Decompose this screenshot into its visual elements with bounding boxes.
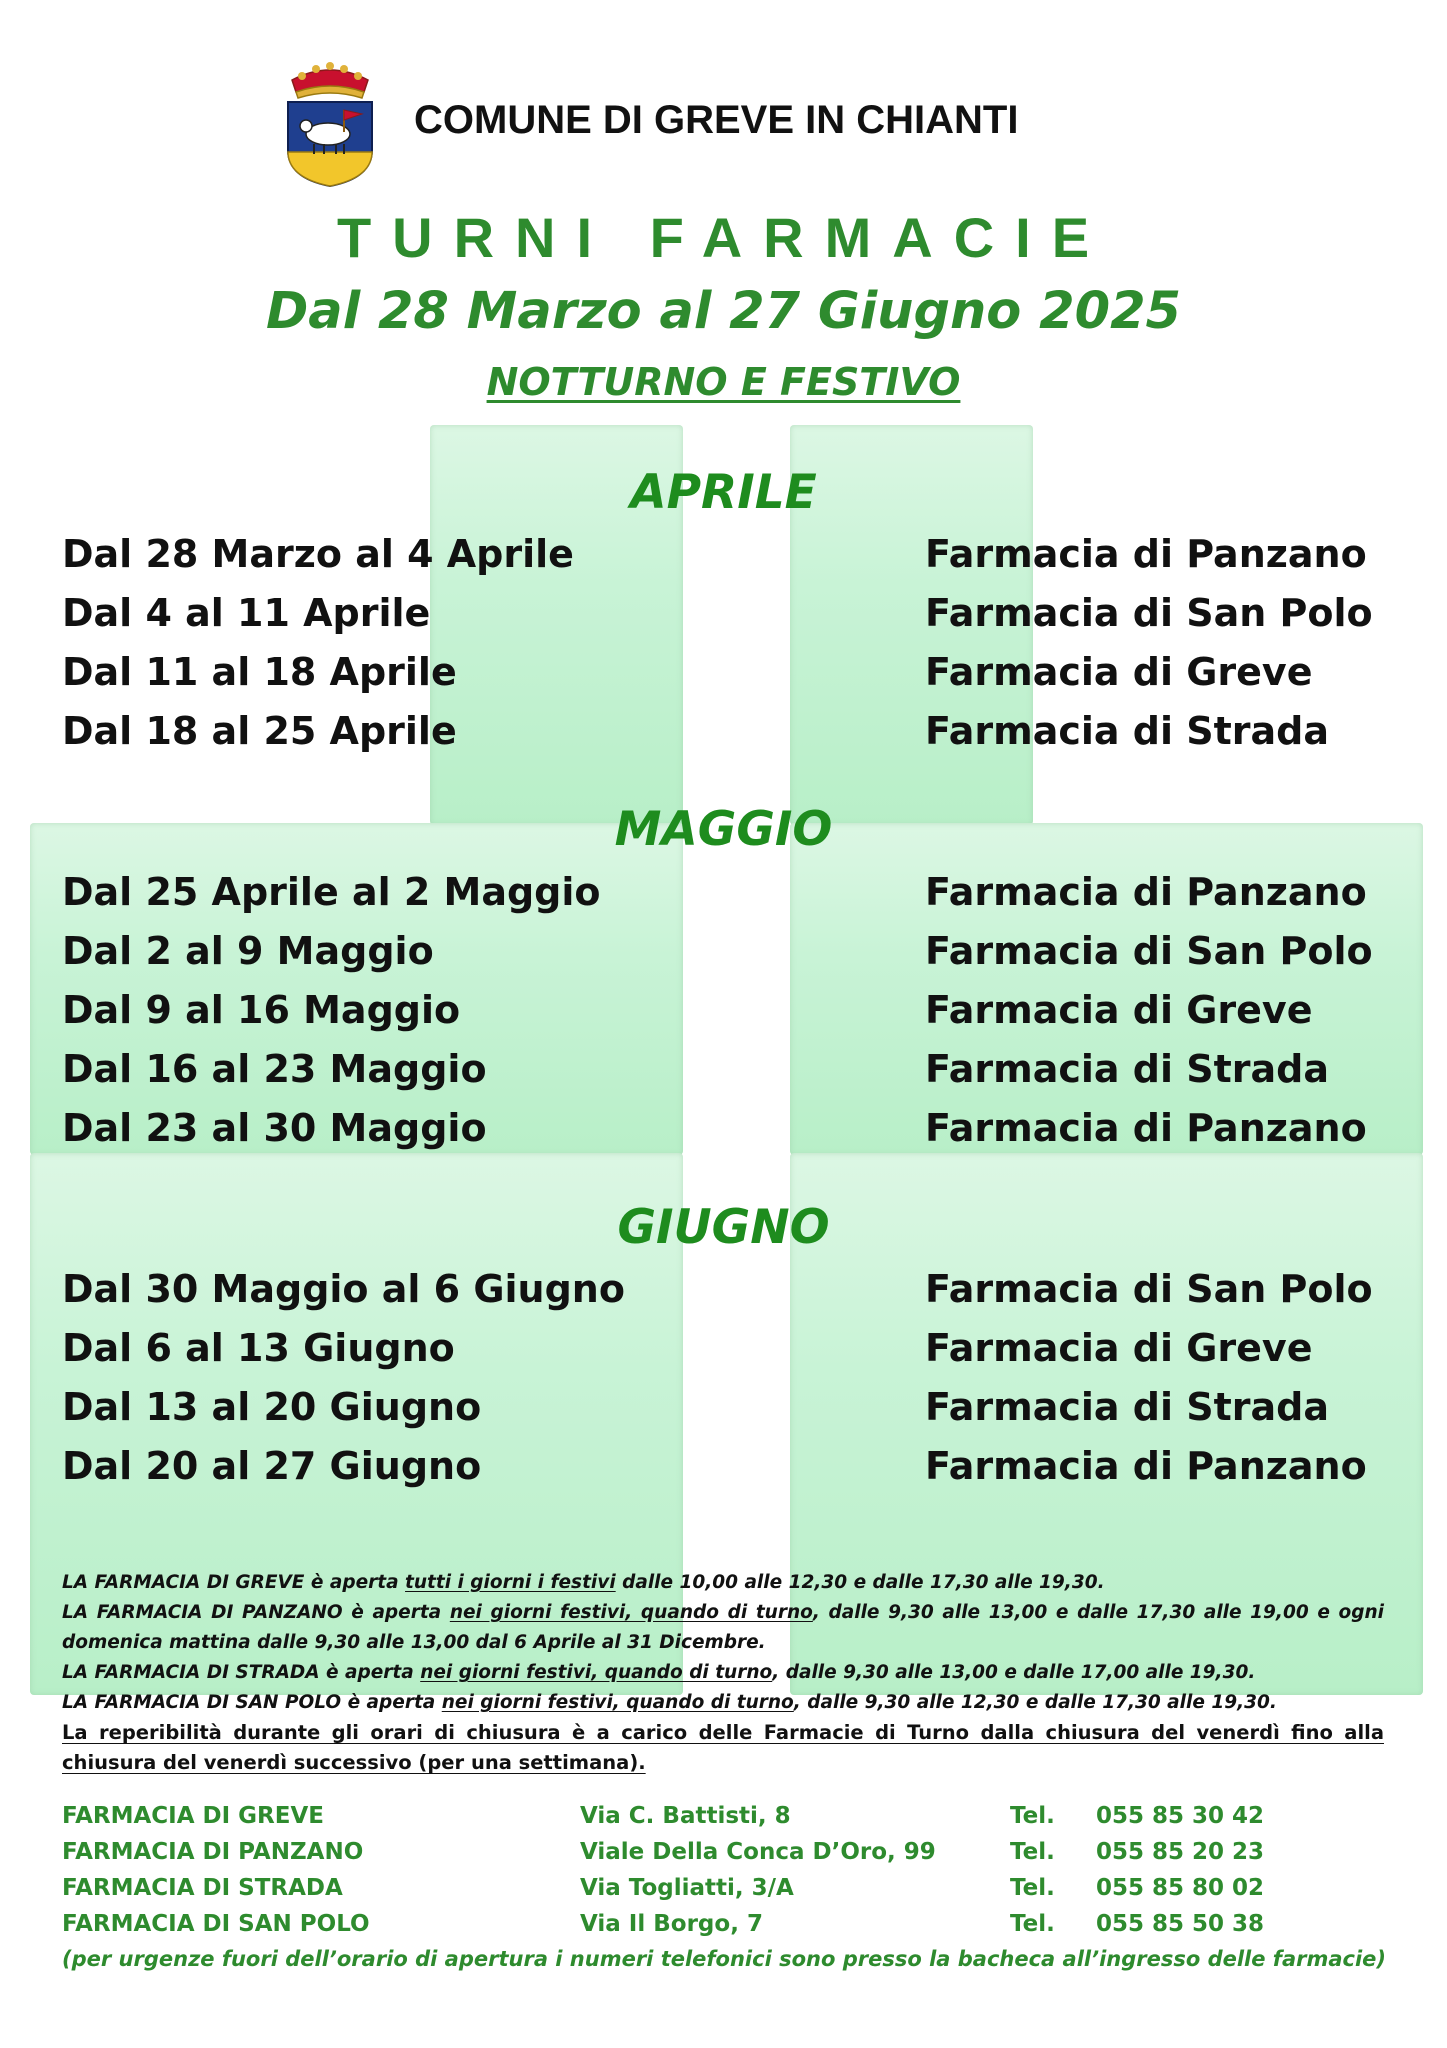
shift-period: Dal 25 Aprile al 2 Maggio [62, 870, 601, 914]
contact-row [62, 1875, 1392, 1911]
shift-pharmacy: Farmacia di Strada [925, 1385, 1329, 1429]
shift-row [0, 988, 1447, 1047]
shift-row [0, 650, 1447, 709]
shift-row [0, 1267, 1447, 1326]
shift-pharmacy: Farmacia di Panzano [925, 1444, 1367, 1488]
shift-pharmacy: Farmacia di Greve [925, 650, 1313, 694]
shift-row [0, 1047, 1447, 1106]
shift-period: Dal 18 al 25 Aprile [62, 709, 457, 753]
note-strada: LA FARMACIA DI STRADA è aperta nei giorni festivi, quando di turno, dalle 9,30 alle 13,00 e dalle 17,00 alle 19,30. [62, 1662, 1256, 1683]
contact-tel-label: Tel. [1010, 1911, 1055, 1937]
contact-name: FARMACIA DI STRADA [62, 1875, 343, 1901]
shift-row [0, 929, 1447, 988]
shift-period: Dal 28 Marzo al 4 Aprile [62, 532, 574, 576]
contact-phone: 055 85 50 38 [1096, 1911, 1265, 1937]
date-range: Dal 28 Marzo al 27 Giugno 2025 [265, 282, 1182, 341]
shift-period: Dal 30 Maggio al 6 Giugno [62, 1267, 625, 1311]
municipal-crest-icon [282, 58, 378, 188]
month-heading-april: APRILE [630, 465, 817, 520]
contact-address: Via Il Borgo, 7 [580, 1911, 763, 1937]
shift-period: Dal 16 al 23 Maggio [62, 1047, 487, 1091]
contact-name: FARMACIA DI PANZANO [62, 1839, 364, 1865]
shift-pharmacy: Farmacia di San Polo [925, 929, 1373, 973]
contact-phone: 055 85 80 02 [1096, 1875, 1265, 1901]
shift-pharmacy: Farmacia di San Polo [925, 591, 1373, 635]
shift-pharmacy: Farmacia di Panzano [925, 870, 1367, 914]
shift-row [0, 870, 1447, 929]
shift-period: Dal 9 al 16 Maggio [62, 988, 461, 1032]
contact-tel-label: Tel. [1010, 1839, 1055, 1865]
month-heading-may: MAGGIO [614, 802, 833, 857]
page-title: TURNI FARMACIE [336, 206, 1111, 269]
opening-hours-notes [62, 1568, 1384, 1778]
contact-row [62, 1911, 1392, 1947]
shift-period: Dal 13 al 20 Giugno [62, 1385, 482, 1429]
contact-address: Viale Della Conca D’Oro, 99 [580, 1839, 936, 1865]
contact-name: FARMACIA DI GREVE [62, 1803, 324, 1829]
shift-row [0, 1444, 1447, 1503]
contact-row [62, 1839, 1392, 1875]
contact-row [62, 1803, 1392, 1839]
shift-pharmacy: Farmacia di Panzano [925, 532, 1367, 576]
shift-period: Dal 2 al 9 Maggio [62, 929, 434, 973]
shift-period: Dal 4 al 11 Aprile [62, 591, 431, 635]
shift-period: Dal 20 al 27 Giugno [62, 1444, 482, 1488]
shift-pharmacy: Farmacia di Strada [925, 1047, 1329, 1091]
shift-row [0, 532, 1447, 591]
contact-phone: 055 85 30 42 [1096, 1803, 1265, 1829]
service-type [0, 360, 1447, 404]
contact-name: FARMACIA DI SAN POLO [62, 1911, 370, 1937]
shift-row [0, 709, 1447, 768]
month-heading-june: GIUGNO [617, 1200, 830, 1255]
contact-tel-label: Tel. [1010, 1803, 1055, 1829]
contact-address: Via C. Battisti, 8 [580, 1803, 791, 1829]
shift-period: Dal 23 al 30 Maggio [62, 1106, 487, 1150]
note-reperibilita: La reperibilità durante gli orari di chiusura è a carico delle Farmacie di Turno dalla chiusura del venerdì fino alla chiusura del venerdì successivo (per una settimana). [62, 1721, 1384, 1774]
contact-phone: 055 85 20 23 [1096, 1839, 1265, 1865]
shift-pharmacy: Farmacia di Strada [925, 709, 1329, 753]
shift-period: Dal 11 al 18 Aprile [62, 650, 457, 694]
shift-pharmacy: Farmacia di Greve [925, 988, 1313, 1032]
urgent-note: (per urgenze fuori dell’orario di apertura i numeri telefonici sono presso la bacheca all’ingresso delle farmacie) [62, 1947, 1387, 1971]
shift-period: Dal 6 al 13 Giugno [62, 1326, 455, 1370]
shift-pharmacy: Farmacia di Panzano [925, 1106, 1367, 1150]
note-panzano: LA FARMACIA DI PANZANO è aperta nei giorni festivi, quando di turno, dalle 9,30 alle 13,00 e dalle 17,30 alle 19,00 e ogni domenica mattina dalle 9,30 alle 13,00 dal 6 Aprile al 31 Dicembre. [62, 1602, 1384, 1653]
shift-row [0, 1326, 1447, 1385]
shift-pharmacy: Farmacia di Greve [925, 1326, 1313, 1370]
note-greve: LA FARMACIA DI GREVE è aperta tutti i giorni i festivi dalle 10,00 alle 12,30 e dalle 17,30 alle 19,30. [62, 1572, 1105, 1593]
shift-row [0, 1385, 1447, 1444]
note-san-polo: LA FARMACIA DI SAN POLO è aperta nei giorni festivi, quando di turno, dalle 9,30 alle 12,30 e dalle 17,30 alle 19,30. [62, 1692, 1277, 1713]
municipality-name: COMUNE DI GREVE IN CHIANTI [414, 98, 1019, 142]
service-type-label: NOTTURNO E FESTIVO [486, 360, 961, 404]
pharmacy-contacts [62, 1803, 1392, 1947]
shift-pharmacy: Farmacia di San Polo [925, 1267, 1373, 1311]
contact-tel-label: Tel. [1010, 1875, 1055, 1901]
contact-address: Via Togliatti, 3/A [580, 1875, 794, 1901]
shift-row [0, 591, 1447, 650]
shift-row [0, 1106, 1447, 1165]
